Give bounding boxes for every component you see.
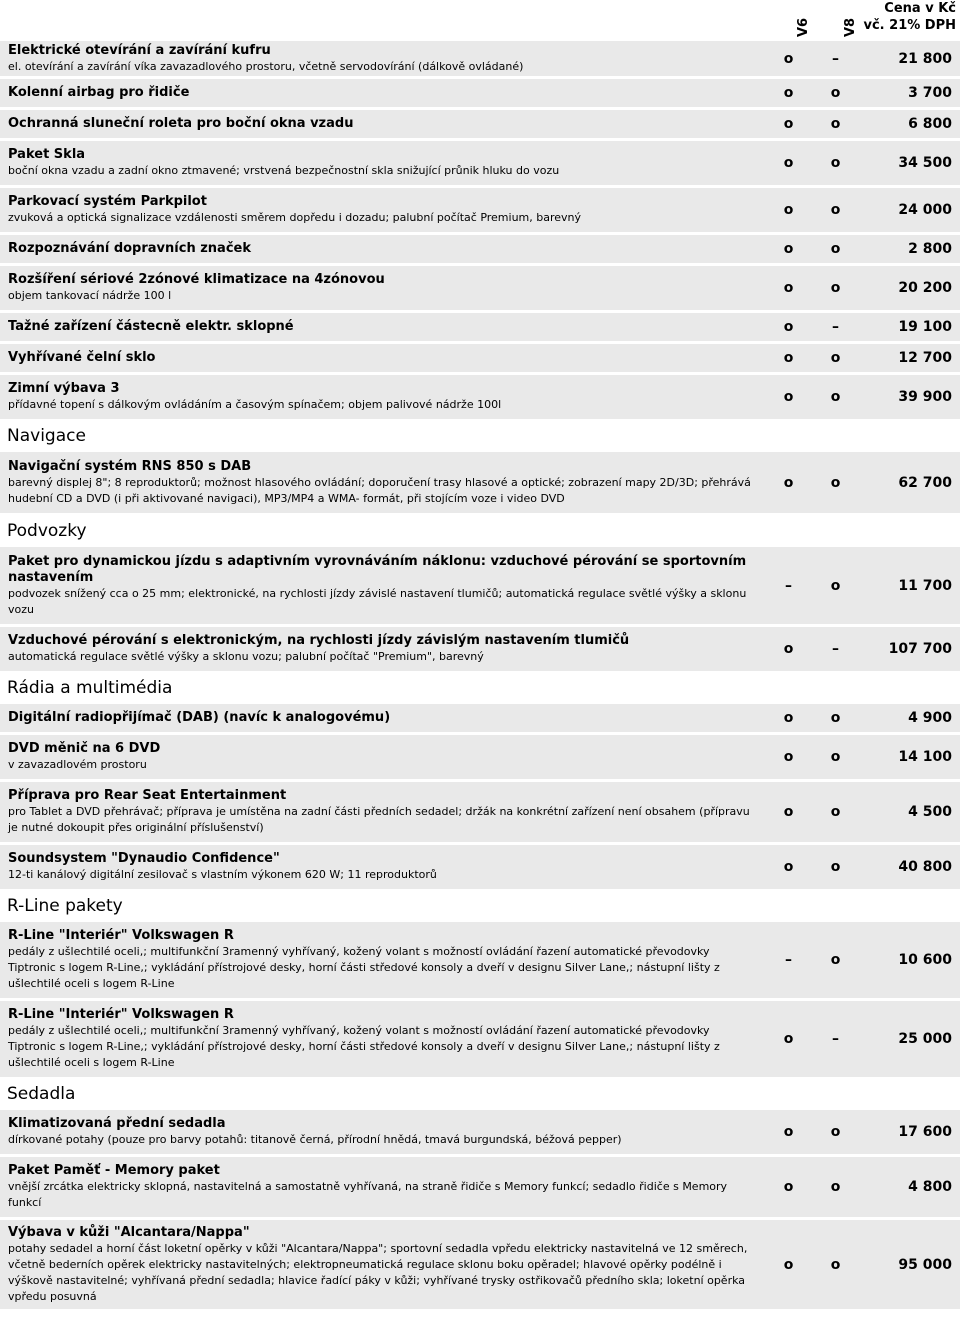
price-header-line2: vč. 21% DPH: [863, 18, 956, 33]
option-title: Zimní výbava 3: [8, 381, 120, 396]
availability-v6: o: [783, 474, 794, 491]
availability-v8: o: [830, 804, 841, 820]
option-subtitle: podvozek snížený cca o 25 mm; elektronické, na rychlosti jízdy závislé nastavení tlumičů; automatická regulace světlé výšky a sklonu vozu: [8, 586, 747, 616]
availability-v8: o: [830, 389, 841, 405]
option-description: [0, 1161, 765, 1213]
option-subtitle: objem tankovací nádrže 100 l: [8, 289, 172, 302]
availability-v6: –: [785, 577, 792, 594]
option-title: Příprava pro Rear Seat Entertainment: [8, 788, 287, 803]
option-title: Parkovací systém Parkpilot: [8, 194, 207, 209]
option-price: 34 500: [898, 155, 952, 171]
option-price: 17 600: [898, 1124, 952, 1140]
table-header: [0, 0, 960, 38]
option-description: [0, 145, 765, 181]
option-price: 14 100: [898, 749, 952, 765]
option-subtitle: 12-ti kanálový digitální zesilovač s vlastním výkonem 620 W; 11 reproduktorů: [8, 868, 437, 881]
table-row: [0, 998, 960, 1077]
availability-v6: o: [783, 710, 794, 726]
table-row: [0, 341, 960, 372]
availability-v6: o: [783, 389, 794, 405]
option-description: [0, 379, 765, 415]
table-row: [0, 449, 960, 513]
table-row: [0, 544, 960, 624]
option-price: 40 800: [898, 859, 952, 875]
option-price: 20 200: [898, 280, 952, 296]
availability-v6: o: [783, 350, 794, 366]
option-title: Kolenní airbag pro řidiče: [8, 85, 190, 100]
table-row: [0, 372, 960, 419]
option-price: 4 800: [908, 1179, 952, 1195]
option-description: [0, 786, 765, 838]
option-description: [0, 83, 765, 103]
option-subtitle: přídavné topení s dálkovým ovládáním a časovým spínačem; objem palivové nádrže 100l: [8, 398, 502, 411]
option-subtitle: v zavazadlovém prostoru: [8, 758, 147, 771]
availability-v8: o: [830, 577, 841, 594]
option-title: Digitální radiopřijímač (DAB) (navíc k analogovému): [8, 710, 391, 725]
option-description: [0, 552, 765, 620]
option-price: 107 700: [888, 641, 952, 657]
availability-v8: o: [830, 1179, 841, 1195]
table-row: [0, 138, 960, 185]
table-row: [0, 1154, 960, 1217]
availability-v6: o: [783, 116, 794, 132]
option-title: Paket Paměť - Memory paket: [8, 1163, 220, 1178]
option-title: Elektrické otevírání a zavírání kufru: [8, 42, 271, 58]
option-description: [0, 348, 765, 368]
option-price: 39 900: [898, 389, 952, 405]
option-price: 24 000: [898, 202, 952, 218]
availability-v8: o: [830, 710, 841, 726]
option-price: 62 700: [898, 474, 952, 491]
option-title: Vyhřívané čelní sklo: [8, 350, 156, 365]
table-row: [0, 38, 960, 76]
option-subtitle: dírkované potahy (pouze pro barvy potahů: titanově černá, přírodní hnědá, tmavá burgundská, béžová pepper): [8, 1133, 622, 1146]
table-row: [0, 263, 960, 310]
option-description: [0, 631, 765, 667]
option-subtitle: boční okna vzadu a zadní okno ztmavené; vrstvená bezpečnostní skla snižující průnik hluku do vozu: [8, 164, 560, 177]
option-subtitle: vnější zrcátka elektricky sklopná, nastavitelná a samostatně vyhřívaná, na straně řidiče s Memory funkcí; sedadlo řidiče s Memory funkcí: [8, 1180, 728, 1209]
table-row: [0, 310, 960, 341]
table-row: [0, 1217, 960, 1309]
option-description: [0, 317, 765, 337]
option-subtitle: pedály z ušlechtilé oceli,; multifunkční 3ramenný vyhřívaný, kožený volant s možností ovládání řazení automatické převodovky Tiptronic s logem R-Line,; vykládání přístrojové desky, horní části středové konsoly a dveří v designu Silver Lane,; nástupní lišty z ušlechtilé oceli s logem R-Line: [8, 945, 720, 990]
availability-v8: o: [830, 350, 841, 366]
column-header-v8: V8: [843, 17, 858, 37]
availability-v8: o: [830, 859, 841, 875]
availability-v6: o: [783, 155, 794, 171]
option-title: Paket pro dynamickou jízdu s adaptivním vyrovnáváním náklonu: vzduchové pérování se sportovním nastavením: [8, 553, 747, 585]
option-title: Rozpoznávání dopravních značek: [8, 241, 251, 256]
column-header-v6: V6: [796, 17, 811, 37]
option-price: 11 700: [898, 577, 952, 594]
availability-v6: o: [783, 1256, 794, 1273]
option-description: [0, 708, 765, 728]
availability-v8: –: [832, 1031, 839, 1047]
availability-v8: –: [832, 319, 839, 335]
option-subtitle: pedály z ušlechtilé oceli,; multifunkční 3ramenný vyhřívaný, kožený volant s možností ovládání řazení automatické převodovky Tiptronic s logem R-Line,; vykládání přístrojové desky, horní části středové konsoly a dveří v designu Silver Lane,; nástupní lišty z ušlechtilé oceli s logem R-Line: [8, 1024, 720, 1069]
option-description: [0, 239, 765, 259]
option-price: 10 600: [898, 952, 952, 968]
option-subtitle: barevný displej 8"; 8 reproduktorů; možnost hlasového ovládání; doporučení trasy hlasové a optické; zobrazení mapy 2D/3D; přehrává hudební CD a DVD (i při aktivované navigaci), MP3/MP4 a WMA- formát, při stojícím voze i video DVD: [8, 475, 751, 505]
option-title: DVD měnič na 6 DVD: [8, 741, 161, 756]
availability-v6: –: [785, 952, 792, 968]
availability-v6: o: [783, 319, 794, 335]
availability-v6: o: [783, 280, 794, 296]
table-row: [0, 185, 960, 232]
availability-v8: –: [832, 641, 839, 657]
option-description: [0, 849, 765, 885]
table-row: [0, 1107, 960, 1154]
option-title: Vzduchové pérování s elektronickým, na rychlosti jízdy závislým nastavením tlumičů: [8, 633, 630, 648]
availability-v6: o: [783, 85, 794, 101]
table-row: [0, 779, 960, 842]
availability-v8: o: [830, 116, 841, 132]
availability-v8: o: [830, 749, 841, 765]
section-heading: R-Line pakety: [7, 896, 123, 916]
column-header-price: [864, 0, 957, 34]
availability-v8: o: [830, 202, 841, 218]
option-title: R-Line "Interiér" Volkswagen R: [8, 1007, 234, 1022]
option-price: 4 500: [908, 804, 952, 820]
availability-v6: o: [783, 50, 794, 67]
availability-v8: o: [830, 952, 841, 968]
table-row: [0, 701, 960, 732]
availability-v8: o: [830, 241, 841, 257]
table-row: [0, 732, 960, 779]
option-description: [0, 1114, 765, 1150]
option-price: 3 700: [908, 85, 952, 101]
option-description: [0, 192, 765, 228]
availability-v8: o: [830, 280, 841, 296]
availability-v8: o: [830, 1256, 841, 1273]
option-title: Klimatizovaná přední sedadla: [8, 1116, 226, 1131]
option-description: [0, 457, 765, 509]
option-title: R-Line "Interiér" Volkswagen R: [8, 928, 234, 943]
option-subtitle: automatická regulace světlé výšky a sklonu vozu; palubní počítač "Premium", barevný: [8, 650, 484, 663]
availability-v6: o: [783, 202, 794, 218]
option-price: 12 700: [898, 350, 952, 366]
availability-v6: o: [783, 1179, 794, 1195]
availability-v6: o: [783, 241, 794, 257]
option-title: Výbava v kůži "Alcantara/Nappa": [8, 1224, 250, 1240]
availability-v6: o: [783, 749, 794, 765]
option-title: Paket Skla: [8, 147, 86, 162]
option-description: [0, 41, 765, 77]
option-title: Rozšíření sériové 2zónové klimatizace na 4zónovou: [8, 272, 385, 287]
table-row: [0, 107, 960, 138]
availability-v8: o: [830, 85, 841, 101]
option-subtitle: pro Tablet a DVD přehrávač; příprava je umístěna na zadní části předních sedadel; držák na konkrétní zařízení není obsahem (přípravu je nutné dokoupit přes originální příslušenství): [8, 805, 750, 834]
availability-v6: o: [783, 641, 794, 657]
option-price: 95 000: [898, 1256, 952, 1273]
availability-v8: o: [830, 474, 841, 491]
table-row: [0, 232, 960, 263]
option-description: [0, 270, 765, 306]
option-subtitle: zvuková a optická signalizace vzdálenosti směrem dopředu i dozadu; palubní počítač Premium, barevný: [8, 211, 582, 224]
availability-v6: o: [783, 804, 794, 820]
availability-v8: o: [830, 155, 841, 171]
option-description: [0, 1223, 765, 1307]
section-heading: Navigace: [7, 426, 86, 446]
table-row: [0, 624, 960, 671]
availability-v6: o: [783, 1124, 794, 1140]
section-heading: Rádia a multimédia: [7, 678, 173, 698]
section-heading: Podvozky: [7, 521, 87, 541]
availability-v8: o: [830, 1124, 841, 1140]
price-header-line1: Cena v Kč: [884, 1, 956, 16]
option-price: 19 100: [898, 319, 952, 335]
option-price: 21 800: [898, 50, 952, 67]
availability-v6: o: [783, 859, 794, 875]
option-title: Tažné zařízení částecně elektr. sklopné: [8, 319, 294, 334]
table-row: [0, 76, 960, 107]
option-table: [0, 38, 960, 1309]
option-subtitle: el. otevírání a zavírání víka zavazadlového prostoru, včetně servodovírání (dálkově ovládané): [8, 59, 524, 73]
option-title: Ochranná sluneční roleta pro boční okna vzadu: [8, 116, 354, 131]
availability-v6: o: [783, 1031, 794, 1047]
section-heading: Sedadla: [7, 1084, 76, 1104]
option-description: [0, 739, 765, 775]
availability-v8: –: [832, 50, 839, 67]
option-description: [0, 1005, 765, 1073]
option-title: Soundsystem "Dynaudio Confidence": [8, 851, 280, 866]
option-price: 25 000: [898, 1031, 952, 1047]
option-description: [0, 926, 765, 994]
option-price: 2 800: [908, 241, 952, 257]
option-subtitle: potahy sedadel a horní část loketní opěrky v kůži "Alcantara/Nappa"; sportovní sedadla vpředu elektricky nastavitelná ve 12 směrech, včetně bederních opěrek elektricky nastavitelných; elektropneumatická regulace sklonu boku opěradel; hlavové opěrky podélně i výškově nastavitelné; vyhřívaná přední sedadla; hlavice řadící páky v kůži; vyhřívané trysky ostřikovačů předního skla; loketní opěrka vpředu posuvná: [8, 1241, 748, 1303]
option-price: 6 800: [908, 116, 952, 132]
option-description: [0, 114, 765, 134]
option-title: Navigační systém RNS 850 s DAB: [8, 458, 252, 474]
table-row: [0, 842, 960, 889]
option-price: 4 900: [908, 710, 952, 726]
table-row: [0, 919, 960, 998]
